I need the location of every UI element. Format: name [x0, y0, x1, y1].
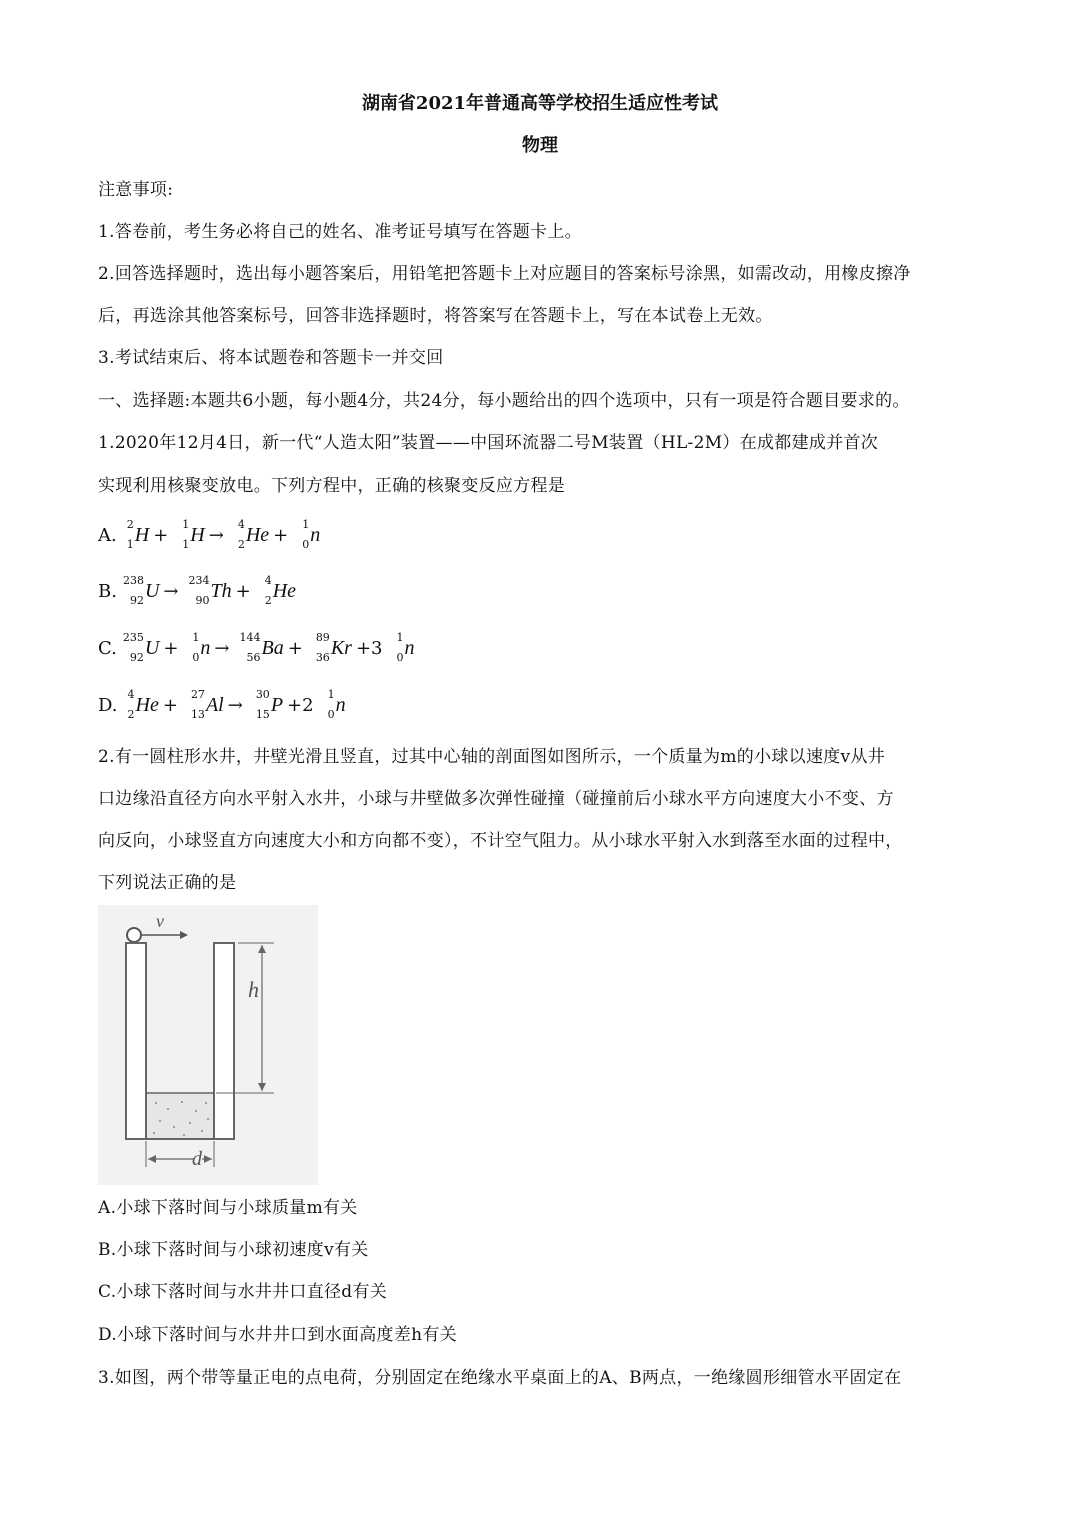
element-symbol: Al: [205, 694, 224, 716]
question-2-option-b: B.小球下落时间与小球初速度v有关: [98, 1240, 369, 1260]
option-label: B.: [98, 581, 117, 602]
mass-number: 4: [264, 574, 272, 587]
operator: +: [163, 638, 179, 659]
question-1-stem: 实现利用核聚变放电。下列方程中，正确的核聚变反应方程是: [98, 476, 566, 496]
atomic-number: 90: [195, 594, 210, 607]
width-label: d: [192, 1148, 202, 1170]
atomic-number: 13: [190, 708, 205, 721]
element-symbol: Kr: [330, 637, 352, 659]
question-2-stem: 下列说法正确的是: [98, 873, 237, 893]
isotope-indices: [117, 574, 145, 607]
operator: +: [162, 695, 178, 716]
nuclear-equation: [117, 574, 297, 607]
subject-title: 物理: [522, 135, 558, 156]
exam-title: 湖南省2021年普通高等学校招生适应性考试: [361, 93, 719, 114]
atomic-number: 92: [129, 594, 144, 607]
atomic-number: 56: [246, 651, 261, 664]
mass-number: 4: [237, 518, 245, 531]
atomic-number: 1: [182, 538, 190, 551]
velocity-label: v: [156, 911, 164, 931]
isotope-indices: [386, 631, 404, 664]
mass-number: 4: [127, 688, 135, 701]
element-symbol: n: [404, 637, 415, 659]
isotope-indices: [182, 688, 206, 721]
isotope-indices: [292, 518, 310, 551]
question-2-stem: 口边缘沿直径方向水平射入水井，小球与井壁做多次弹性碰撞（碰撞前后小球水平方向速度大小不变、方: [98, 789, 894, 809]
element-symbol: H: [134, 524, 150, 546]
mass-number: 1: [192, 631, 200, 644]
isotope-indices: [307, 631, 331, 664]
element-symbol: n: [310, 524, 321, 546]
nuclear-equation: [118, 688, 346, 721]
isotope-indices: [318, 688, 336, 721]
option-label: D.: [98, 695, 118, 716]
element-symbol: H: [190, 524, 205, 546]
mass-number: 27: [190, 688, 205, 701]
question-3-stem: 3.如图，两个带等量正电的点电荷，分别固定在绝缘水平桌面上的A、B两点，一绝缘圆形细管水平固定在: [98, 1368, 902, 1388]
height-label: h: [248, 977, 259, 1002]
isotope-indices: [234, 631, 262, 664]
isotope-indices: [117, 518, 135, 551]
isotope-indices: [117, 631, 145, 664]
mass-number: 2: [126, 518, 134, 531]
option-b: [98, 574, 297, 607]
mass-number: 30: [255, 688, 270, 701]
element-symbol: He: [272, 580, 297, 602]
isotope-indices: [247, 688, 271, 721]
question-2-option-d: D.小球下落时间与水井井口到水面高度差h有关: [98, 1325, 457, 1345]
question-2-stem: 向反向，小球竖直方向速度大小和方向都不变），不计空气阻力。从小球水平射入水到落至水面的过程中，: [98, 831, 903, 851]
notice-heading: 注意事项:: [98, 180, 174, 200]
nuclear-equation: [117, 631, 415, 664]
atomic-number: 0: [192, 651, 200, 664]
operator: →: [227, 695, 243, 716]
notice-item: 2.回答选择题时，选出每小题答案后，用铅笔把答题卡上对应题目的答案标号涂黑，如需改动，用橡皮擦净: [98, 264, 911, 284]
isotope-indices: [172, 518, 190, 551]
isotope-indices: [182, 631, 200, 664]
atomic-number: 0: [302, 538, 310, 551]
option-d: [98, 688, 346, 721]
element-symbol: P: [270, 694, 284, 716]
mass-number: 1: [327, 688, 335, 701]
atomic-number: 36: [315, 651, 330, 664]
mass-number: 1: [182, 518, 190, 531]
operator: →: [214, 638, 230, 659]
operator: +: [153, 525, 169, 546]
mass-number: 1: [396, 631, 404, 644]
element-symbol: He: [245, 524, 270, 546]
mass-number: 238: [122, 574, 144, 587]
atomic-number: 15: [255, 708, 270, 721]
notice-item: 1.答卷前，考生务必将自己的姓名、准考证号填写在答题卡上。: [98, 222, 582, 242]
atomic-number: 2: [264, 594, 272, 607]
mass-number: 89: [315, 631, 330, 644]
operator: +: [273, 525, 289, 546]
isotope-indices: [255, 574, 273, 607]
option-a: [98, 518, 321, 551]
operator: +2: [287, 695, 314, 716]
water: [147, 1093, 213, 1138]
section-heading: 一、选择题:本题共6小题，每小题4分，共24分，每小题给出的四个选项中，只有一项是符合题目要求的。: [98, 391, 910, 411]
atomic-number: 0: [396, 651, 404, 664]
isotope-indices: [118, 688, 136, 721]
atomic-number: 2: [127, 708, 135, 721]
operator: +: [235, 581, 251, 602]
nuclear-equation: [117, 518, 321, 551]
atomic-number: 92: [129, 651, 144, 664]
operator: →: [163, 581, 179, 602]
element-symbol: Th: [210, 580, 232, 602]
question-1-stem: 1.2020年12月4日，新一代“人造太阳”装置——中国环流器二号M装置（HL-2M）在成都建成并首次: [98, 433, 879, 453]
notice-item: 3.考试结束后、将本试题卷和答题卡一并交回: [98, 348, 444, 368]
right-well-wall: [214, 943, 234, 1139]
operator: →: [208, 525, 224, 546]
mass-number: 1: [302, 518, 310, 531]
element-symbol: Ba: [261, 637, 284, 659]
element-symbol: n: [335, 694, 346, 716]
left-well-wall: [126, 943, 146, 1139]
option-label: C.: [98, 638, 117, 659]
mass-number: 234: [188, 574, 210, 587]
mass-number: 235: [122, 631, 144, 644]
element-symbol: U: [144, 637, 160, 659]
element-symbol: n: [200, 637, 211, 659]
operator: +3: [355, 638, 383, 659]
option-label: A.: [98, 525, 117, 546]
question-2-option-a: A.小球下落时间与小球质量m有关: [98, 1198, 358, 1218]
isotope-indices: [228, 518, 246, 551]
atomic-number: 0: [327, 708, 335, 721]
question-2-stem: 2.有一圆柱形水井，井壁光滑且竖直，过其中心轴的剖面图如图所示，一个质量为m的小球以速度v从井: [98, 747, 886, 767]
ball-icon: [127, 928, 141, 942]
mass-number: 144: [239, 631, 261, 644]
atomic-number: 2: [237, 538, 245, 551]
option-c: [98, 631, 415, 664]
well-diagram: [98, 905, 318, 1185]
element-symbol: U: [144, 580, 160, 602]
atomic-number: 1: [126, 538, 134, 551]
notice-item: 后，再选涂其他答案标号，回答非选择题时，将答案写在答题卡上，写在本试卷上无效。: [98, 306, 773, 326]
isotope-indices: [183, 574, 211, 607]
question-2-option-c: C.小球下落时间与水井井口直径d有关: [98, 1282, 388, 1302]
element-symbol: He: [135, 694, 159, 716]
operator: +: [287, 638, 303, 659]
